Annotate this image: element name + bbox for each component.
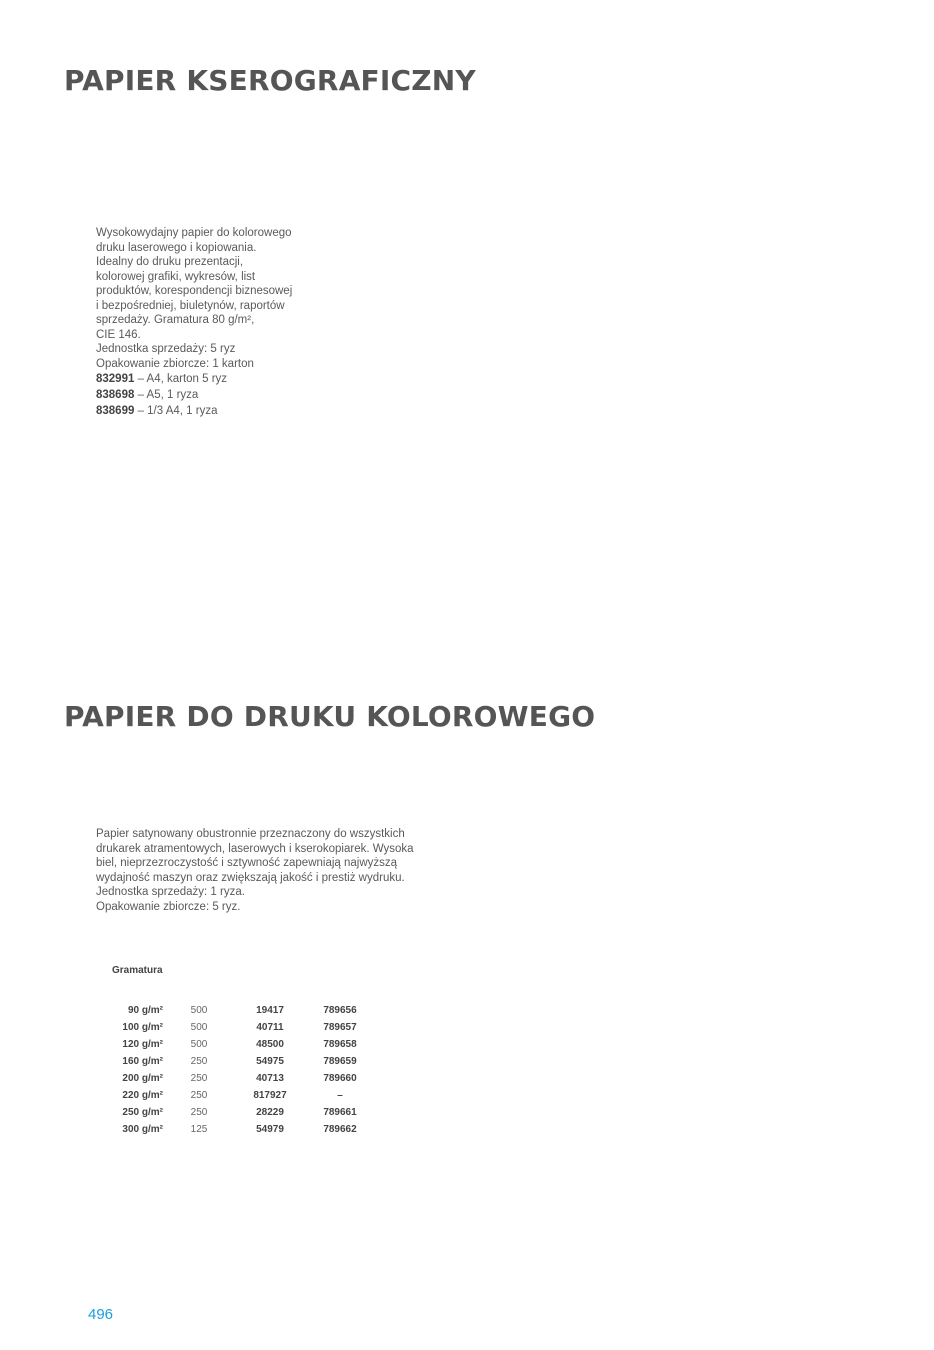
- code-cell: 789657: [323, 1022, 357, 1033]
- product-code-desc: – A5, 1 ryza: [134, 389, 199, 401]
- quantity-cell: 500: [190, 1005, 208, 1016]
- product-code-desc: – 1/3 A4, 1 ryza: [134, 405, 218, 417]
- description-line: i bezpośredniej, biuletynów, raportów: [96, 299, 285, 312]
- code-cell: 28229: [256, 1107, 284, 1118]
- description-line: wydajność maszyn oraz zwiększają jakość i prestiż wydruku.: [96, 871, 405, 884]
- code-cell: 40711: [256, 1022, 284, 1033]
- code-cell: 40713: [256, 1073, 284, 1084]
- table-row: [100, 1087, 375, 1104]
- quantity-cell: 500: [190, 1022, 208, 1033]
- description-kolorowy: [96, 827, 416, 914]
- description-line: Jednostka sprzedaży: 1 ryza.: [96, 886, 245, 898]
- description-line: Opakowanie zbiorcze: 5 ryz.: [96, 900, 241, 913]
- description-line: sprzedaży. Gramatura 80 g/m²,: [96, 314, 255, 326]
- product-code: 832991: [96, 373, 135, 385]
- section-title-kolorowy: PAPIER DO DRUKU KOLOROWEGO: [64, 700, 596, 733]
- description-line: Papier satynowany obustronnie przeznaczony do wszystkich: [96, 828, 405, 840]
- quantity-cell: 250: [190, 1090, 208, 1101]
- code-cell: 48500: [256, 1039, 284, 1050]
- product-code-item: [96, 371, 227, 387]
- description-line: Idealny do druku prezentacji,: [96, 256, 244, 268]
- product-code: 838698: [96, 389, 135, 401]
- code-cell: 817927: [253, 1090, 287, 1101]
- code-cell: 789660: [323, 1073, 357, 1084]
- description-kserograficzny: [96, 226, 311, 371]
- gramatura-cell: 250 g/m²: [122, 1107, 163, 1118]
- gramatura-cell: 160 g/m²: [122, 1056, 163, 1067]
- description-line: Opakowanie zbiorcze: 1 karton: [96, 357, 254, 370]
- product-code: 838699: [96, 405, 135, 417]
- gramatura-cell: 100 g/m²: [122, 1022, 163, 1033]
- description-line: druku laserowego i kopiowania.: [96, 241, 257, 254]
- product-code-item: [96, 387, 227, 403]
- gramatura-cell: 120 g/m²: [122, 1039, 163, 1050]
- quantity-cell: 500: [190, 1039, 208, 1050]
- table-row: [100, 1036, 375, 1053]
- description-line: CIE 146.: [96, 328, 141, 341]
- description-line: produktów, korespondencji biznesowej: [96, 285, 293, 297]
- code-cell: 789656: [323, 1005, 357, 1016]
- code-cell: 789661: [323, 1107, 357, 1118]
- page-number: 496: [88, 1306, 114, 1323]
- gramatura-cell: 90 g/m²: [127, 1005, 163, 1016]
- table-row: [100, 1121, 375, 1138]
- code-cell: 54975: [256, 1056, 284, 1067]
- product-code-item: [96, 403, 227, 419]
- gramatura-cell: 200 g/m²: [122, 1073, 163, 1084]
- description-line: drukarek atramentowych, laserowych i kserokopiarek. Wysoka: [96, 842, 414, 855]
- table-row: [100, 1053, 375, 1070]
- quantity-cell: 250: [190, 1073, 208, 1084]
- product-codes-list: [96, 371, 227, 419]
- code-cell: 54979: [256, 1124, 284, 1135]
- section-title-kserograficzny: PAPIER KSEROGRAFICZNY: [64, 64, 476, 97]
- table-row: [100, 1019, 375, 1036]
- code-cell: 789658: [323, 1039, 357, 1050]
- table-row: [100, 1104, 375, 1121]
- table-row: [100, 1070, 375, 1087]
- code-cell: –: [337, 1090, 343, 1101]
- description-line: Jednostka sprzedaży: 5 ryz: [96, 343, 236, 355]
- code-cell: 789659: [323, 1056, 357, 1067]
- gramatura-table: [100, 1002, 375, 1138]
- product-code-desc: – A4, karton 5 ryz: [134, 373, 228, 385]
- description-line: kolorowej grafiki, wykresów, list: [96, 270, 256, 283]
- gramatura-cell: 300 g/m²: [122, 1124, 163, 1135]
- code-cell: 789662: [323, 1124, 357, 1135]
- gramatura-cell: 220 g/m²: [122, 1090, 163, 1101]
- quantity-cell: 125: [190, 1124, 208, 1135]
- description-line: biel, nieprzezroczystość i sztywność zapewniają najwyższą: [96, 857, 398, 869]
- quantity-cell: 250: [190, 1107, 208, 1118]
- description-line: Wysokowydajny papier do kolorowego: [96, 227, 292, 239]
- table-row: [100, 1002, 375, 1019]
- table-header-gramatura: Gramatura: [112, 965, 163, 976]
- quantity-cell: 250: [190, 1056, 208, 1067]
- code-cell: 19417: [256, 1005, 284, 1016]
